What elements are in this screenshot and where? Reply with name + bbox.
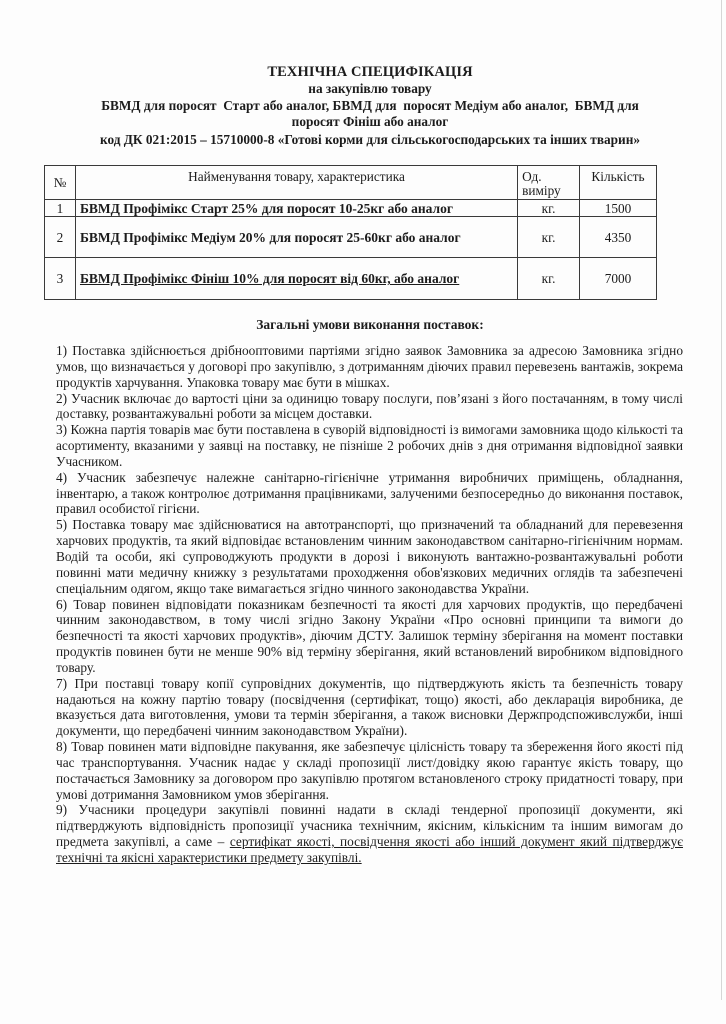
condition-item-8: 8) Товар повинен мати відповідне пакування, яке забезпечує цілісність товару та збереження його якості під час транспортування. Учасник надає у складі пропозиції лист/довідку якою гарантує якість товару, що постачається Замовнику за договором про закупівлю протягом встановленого строку придатності товару, при умові дотримання Замовником умов зберігання.: [56, 739, 683, 802]
table-row: [45, 200, 657, 217]
header-qty: Кількість: [580, 166, 657, 200]
header-name: Найменування товару, характеристика: [75, 166, 517, 200]
specification-table: [44, 165, 657, 300]
document-title: ТЕХНІЧНА СПЕЦИФІКАЦІЯ: [267, 64, 473, 80]
condition-item-4: 4) Учасник забезпечує належне санітарно-гігієнічне утримання виробничих приміщень, обладнання, інвентарю, а також контролює дотримання працівниками, залученими безпосередньо до виконання поставок, правил особистої гігієни.: [56, 469, 683, 517]
row-qty: 4350: [580, 217, 657, 258]
classification-code: код ДК 021:2015 – 15710000-8 «Готові корми для сільськогосподарських та інших тварин»: [99, 131, 641, 147]
condition-item-9-underlined: сертифікат якості, посвідчення якості або інший документ який підтверджує технічні та якісні характеристики предмету закупівлі.: [56, 834, 683, 865]
header-unit: Од. виміру: [518, 166, 580, 200]
table-row: [45, 258, 657, 300]
row-num: 3: [45, 258, 76, 300]
table-header-row: [45, 166, 657, 200]
row-qty: 1500: [580, 200, 657, 217]
conditions-title: Загальні умови виконання поставок:: [256, 317, 484, 332]
condition-item-7: 7) При поставці товару копії супровідних документів, що підтверджують якість та безпечність товару надаються на кожну партію товару (посвідчення (сертифікат, тощо) якості, або декларація виробника, де вказується дата виготовлення, умови та термін зберігання, а також висновки Держпродспоживслужби, інші документи, що передбачені чинним законодавством України).: [56, 675, 683, 739]
condition-item-1: 1) Поставка здійснюється дрібнооптовими партіями згідно заявок Замовника за адресою Замовника згідно умов, що визначається у договорі про закупівлю, з дотриманням діючих правил перевезень вантажів, зокрема продуктів харчування. Упаковка товару має бути в мішках.: [56, 343, 683, 390]
document-header: [40, 64, 700, 148]
row-unit: кг.: [518, 217, 580, 258]
conditions-list: [56, 343, 683, 866]
row-product-name: БВМД Профімікс Медіум 20% для поросят 25-60кг або аналог: [75, 217, 517, 258]
page-edge-line: [721, 0, 722, 1000]
subject-line-2: поросят Фініш або аналог: [291, 114, 449, 129]
condition-item-3: 3) Кожна партія товарів має бути поставлена в суворій відповідності із вимогами замовника щодо кількості та асортименту, вказаними у заявці на поставку, не пізніше 2 робочих днів з дня отримання відповідної заявки Учасником.: [56, 422, 683, 469]
condition-item-9: [56, 802, 683, 865]
header-num: №: [45, 166, 76, 200]
condition-item-6: 6) Товар повинен відповідати показникам безпечності та якості для харчових продуктів, що передбачені чинним законодавством, в тому числі згідно Закону України «Про основні принципи та вимоги до безпечності та якості харчових продуктів», діючим ДСТУ. Залишок терміну зберігання на момент поставки продуктів повинен бути не менше 90% від терміну зберігання, який встановлений виробником відповідного товару.: [56, 596, 683, 675]
document-subtitle: на закупівлю товару: [308, 81, 432, 96]
condition-item-5: 5) Поставка товару має здійснюватися на автотранспорті, що призначений та обладнаний для перевезення харчових продуктів, та який відповідає встановленим чинним законодавством санітарно-гігієнічним нормам. Водій та особи, які супроводжують продукти в дорозі і виконують вантажно-розвантажувальні роботи повинні мати медичну книжку з результатами проходження обов'язкових медичних оглядів та забезпечені спеціальним одягом, якщо таке вимагається згідно чинного законодавства України.: [56, 517, 683, 596]
row-product-name-text: БВМД Профімікс Фініш 10% для поросят від 60кг, або аналог: [79, 271, 460, 286]
row-product-name: БВМД Профімікс Старт 25% для поросят 10-25кг або аналог: [75, 200, 517, 217]
row-num: 2: [45, 217, 76, 258]
row-qty: 7000: [580, 258, 657, 300]
row-num: 1: [45, 200, 76, 217]
subject-line-1: БВМД для поросят Старт або аналог, БВМД для поросят Медіум або аналог, БВМД для: [101, 97, 639, 113]
table-row: [45, 217, 657, 258]
row-unit: кг.: [518, 200, 580, 217]
row-product-name: [75, 258, 517, 300]
row-unit: кг.: [518, 258, 580, 300]
condition-item-9-text: 9) Учасники процедури закупівлі повинні надати в складі тендерної пропозиції документи, які підтверджують відповідність пропозиції учасника технічним, якісним, кількісним та іншим вимогам до предмета закупівлі, а саме –: [56, 802, 683, 850]
condition-item-2: 2) Учасник включає до вартості ціни за одиницю товару послуги, пов’язані з його постачанням, в тому числі доставку, розвантажувальні роботи за місцем доставки.: [56, 390, 683, 422]
